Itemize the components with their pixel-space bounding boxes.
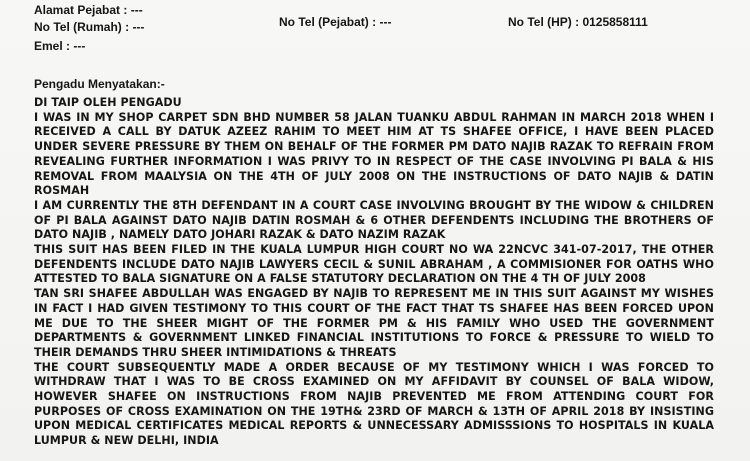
statement-body [34, 96, 714, 449]
email-field: Emel : --- [34, 39, 86, 53]
statement-paragraph: I WAS IN MY SHOP CARPET SDN BHD NUMBER 58 JALAN TUANKU ABDUL RAHMAN IN MARCH 2018 WHEN I RECEIVED A CALL BY DATUK AZEEZ RAHIM TO MEET HIM AT TS SHAFEE OFFICE, I HAVE BEEN PLACED UNDER SEVERE PRESSURE BY THEM ON BEHALF OF THE FORMER PM DATO NAJIB RAZAK TO REFRAIN FROM REVEALING FURTHER INFORMATION I WAS PRIVY TO IN RESPECT OF THE CASE INVOLVING PI BALA & HIS REMOVAL FROM MAALYSIA ON THE 4TH OF JULY 2008 ON THE INSTRUCTIONS OF DATO NAJIB & DATIN ROSMAH [34, 110, 714, 198]
complainant-statement-heading: Pengadu Menyatakan:- [34, 77, 165, 91]
home-phone-field: No Tel (Rumah) : --- [34, 20, 145, 34]
statement-paragraph: THIS SUIT HAS BEEN FILED IN THE KUALA LUMPUR HIGH COURT NO WA 22NCVC 341-07-2017, THE OTHER DEFENDENTS INCLUDE DATO NAJIB LAWYERS CECIL & SUNIL ABRAHAM , A COMMISIONER FOR OATHS WHO ATTESTED TO BALA SIGNATURE ON A FALSE STATUTORY DECLARATION ON THE 4 TH OF JULY 2008 [34, 243, 714, 286]
office-phone-field: No Tel (Pejabat) : --- [279, 15, 392, 29]
office-address-field: Alamat Pejabat : --- [34, 3, 143, 17]
statement-paragraph: THE COURT SUBSEQUENTLY MADE A ORDER BECAUSE OF MY TESTIMONY WHICH I WAS FORCED TO WITHDRAW THAT I WAS TO BE CROSS EXAMINED ON MY AFFIDAVIT BY COUNSEL OF BALA WIDOW, HOWEVER SHAFEE ON INSTRUCTIONS FROM NAJIB PREVENTED ME FROM ATTENDING COURT FOR PURPOSES OF CROSS EXAMINATION ON THE 19TH& 23RD OF MARCH & 13TH OF APRIL 2018 BY INSISTING UPON MEDICAL CERTIFICATES MEDICAL REPORTS & UNNECESSARY ADMISSSIONS TO HOSPITALS IN KUALA LUMPUR & NEW DELHI, INDIA [34, 360, 714, 448]
statement-paragraph: TAN SRI SHAFEE ABDULLAH WAS ENGAGED BY NAJIB TO REPRESENT ME IN THIS SUIT AGAINST MY WISHES IN FACT I HAD GIVEN TESTIMONY TO THIS COURT OF THE FACT THAT TS SHAFEE HAS BEEN FORCED UPON ME DUE TO THE SHEER MIGHT OF THE FORMER PM & HIS FAMILY WHO USED THE GOVERNMENT DEPARTMENTS & GOVERNMENT LINKED FINANCIAL INSTITUTIONS TO FORCE & PRESSURE TO WIELD TO THEIR DEMANDS THRU SHEER INTIMIDATIONS & THREATS [34, 287, 714, 359]
mobile-phone-field: No Tel (HP) : 0125858111 [508, 15, 648, 29]
statement-paragraph: DI TAIP OLEH PENGADU [34, 96, 182, 109]
statement-paragraph: I AM CURRENTLY THE 8TH DEFENDANT IN A COURT CASE INVOLVING BROUGHT BY THE WIDOW & CHILDREN OF PI BALA AGAINST DATO NAJIB DATIN ROSMAH & 6 OTHER DEFENDENTS INCLUDING THE BROTHERS OF DATO NAJIB , NAMELY DATO JOHARI RAZAK & DATO NAZIM RAZAK [34, 198, 714, 242]
